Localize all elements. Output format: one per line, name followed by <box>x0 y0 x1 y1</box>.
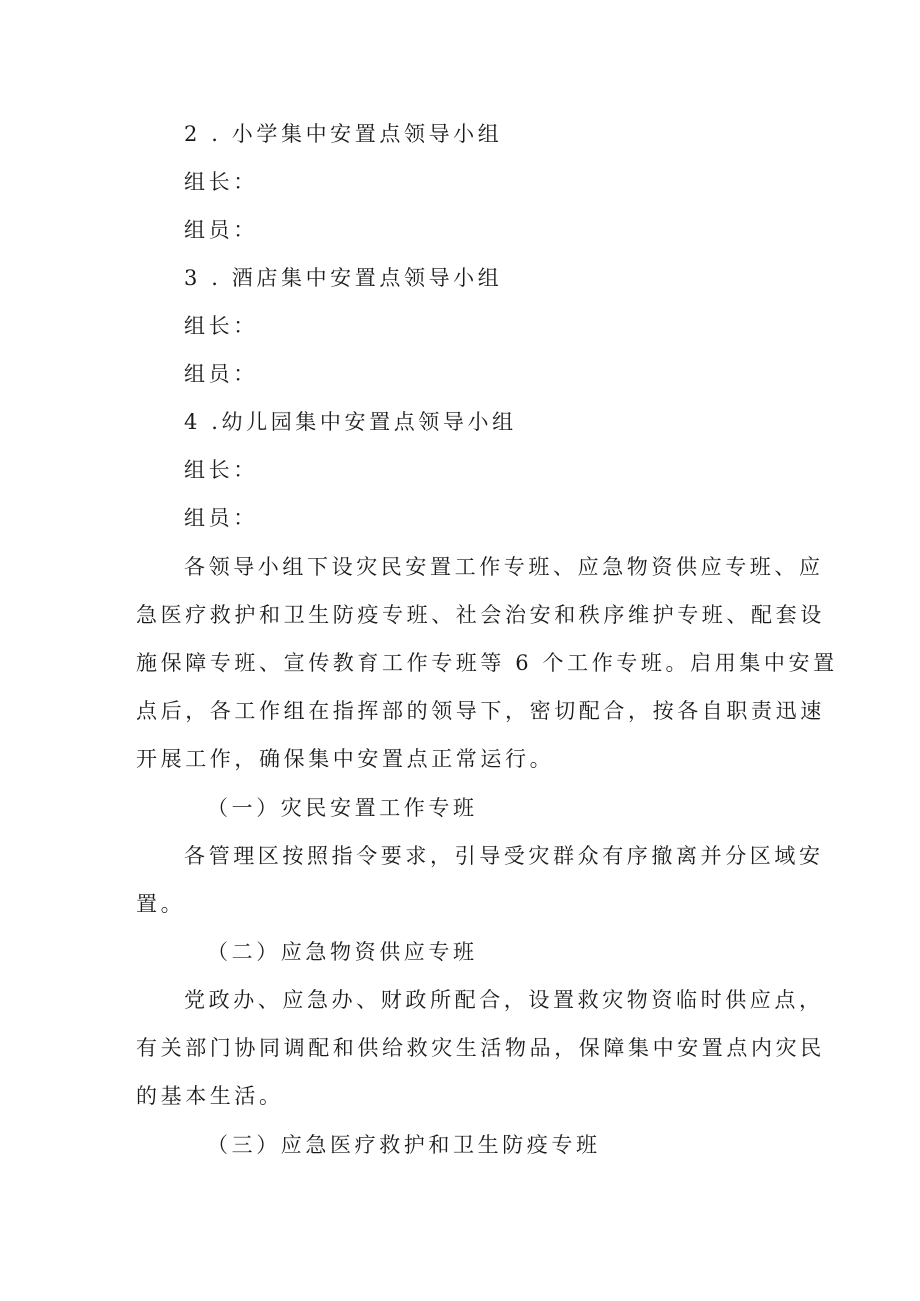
section-2-text-line: 有关部门协同调配和供给救灾生活物品，保障集中安置点内灾民 <box>136 1036 825 1060</box>
group-2-title: 2 . 小学集中安置点领导小组 <box>184 122 503 146</box>
section-3-heading: （三）应急医疗救护和卫生防疫专班 <box>207 1133 601 1157</box>
group-3-members: 组员： <box>184 362 258 386</box>
section-2-heading: （二）应急物资供应专班 <box>207 940 478 964</box>
intro-paragraph-line: 施保障专班、宣传教育工作专班等 6 个工作专班。启用集中安置 <box>136 651 838 675</box>
group-4-title: 4 .幼儿园集中安置点领导小组 <box>184 410 517 434</box>
section-2-text-line: 的基本生活。 <box>136 1084 284 1108</box>
group-2-members: 组员： <box>184 218 258 242</box>
intro-paragraph-line: 急医疗救护和卫生防疫专班、社会治安和秩序维护专班、配套设 <box>136 603 825 627</box>
section-1-text-line: 各管理区按照指令要求，引导受灾群众有序撤离并分区域安 <box>184 844 824 868</box>
section-1-heading: （一）灾民安置工作专班 <box>207 796 478 820</box>
group-3-leader: 组长： <box>184 314 258 338</box>
section-2-text-line: 党政办、应急办、财政所配合，设置救灾物资临时供应点， <box>184 988 824 1012</box>
intro-paragraph-line: 开展工作，确保集中安置点正常运行。 <box>136 747 555 771</box>
group-2-leader: 组长： <box>184 170 258 194</box>
group-4-leader: 组长： <box>184 458 258 482</box>
section-1-text-line: 置。 <box>136 892 186 916</box>
group-3-title: 3 . 酒店集中安置点领导小组 <box>184 266 503 290</box>
intro-paragraph-line: 点后，各工作组在指挥部的领导下，密切配合，按各自职责迅速 <box>136 699 825 723</box>
group-4-members: 组员： <box>184 506 258 530</box>
intro-paragraph-line: 各领导小组下设灾民安置工作专班、应急物资供应专班、应 <box>184 555 824 579</box>
